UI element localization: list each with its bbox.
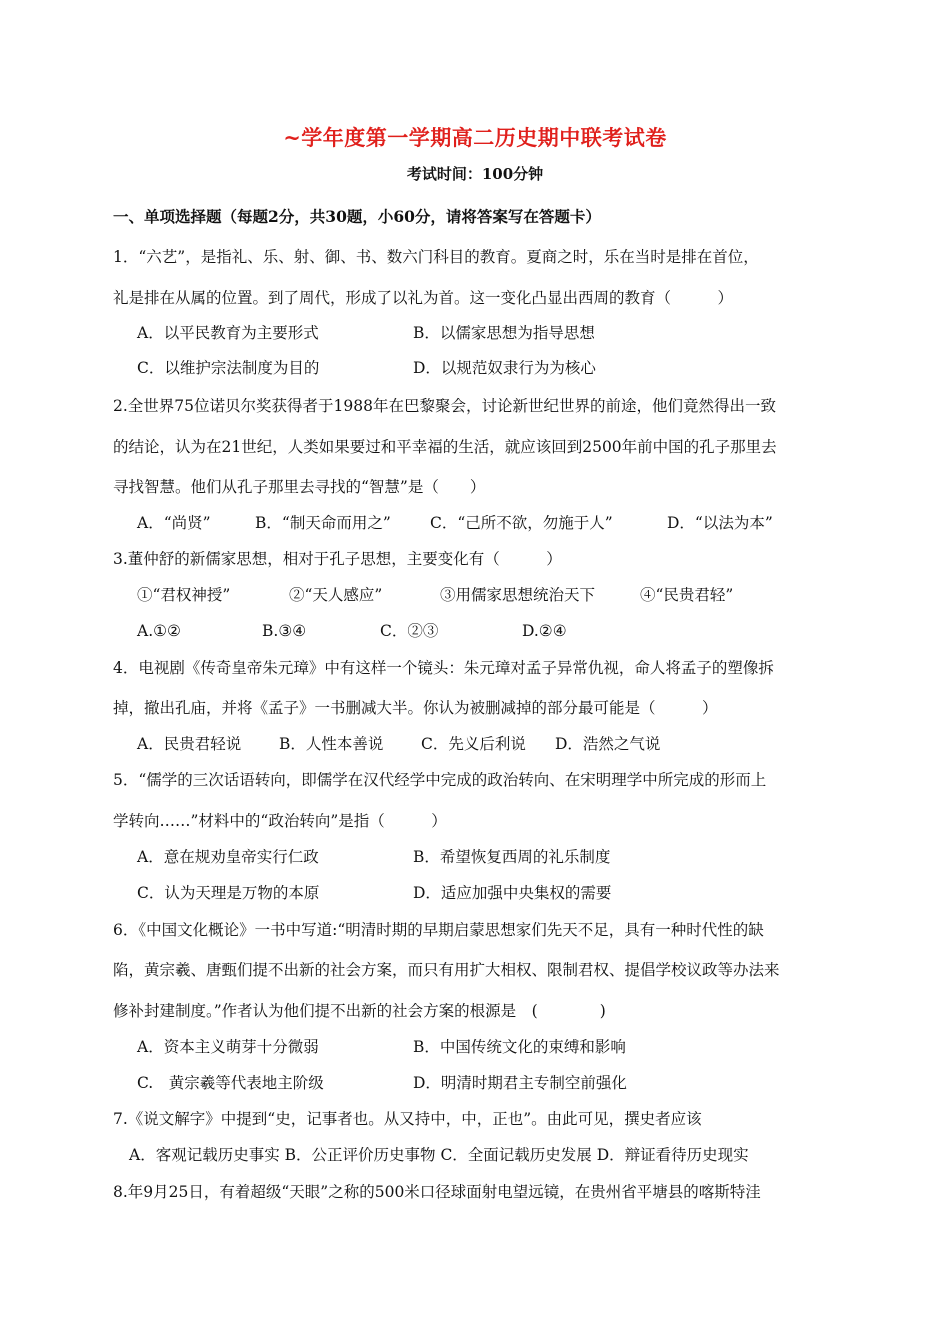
question-2-option-d: D．“以法为本” <box>667 514 773 532</box>
question-4-option-d: D．浩然之气说 <box>555 735 661 753</box>
question-5-line-1: 5．“儒学的三次话语转向，即儒学在汉代经学中完成的政治转向、在宋明理学中所完成的形而上 <box>113 771 767 789</box>
question-5-option-c: C．认为天理是万物的本原 <box>137 884 320 902</box>
question-6-line-3: 修补封建制度。”作者认为他们提不出新的社会方案的根源是 ( ) <box>113 1002 606 1020</box>
question-4-option-a: A．民贵君轻说 <box>137 735 242 753</box>
question-4-line-1: 4．电视剧《传奇皇帝朱元璋》中有这样一个镜头：朱元璋对孟子异常仇视，命人将孟子的塑像拆 <box>113 659 774 677</box>
question-6-option-d: D．明清时期君主专制空前强化 <box>413 1074 627 1092</box>
question-1-line-1: 1．“六艺”，是指礼、乐、射、御、书、数六门科目的教育。夏商之时，乐在当时是排在首位， <box>113 248 759 266</box>
question-1-option-d: D．以规范奴隶行为为核心 <box>413 359 596 377</box>
question-8-line-1: 8.年9月25日，有着超级“天眼”之称的500米口径球面射电望远镜，在贵州省平塘县的喀斯特洼 <box>113 1183 761 1201</box>
question-5-option-a: A．意在规劝皇帝实行仁政 <box>137 848 319 866</box>
question-3-item-3: ③用儒家思想统治天下 <box>440 586 596 604</box>
question-6-option-c: C. 黄宗羲等代表地主阶级 <box>137 1074 324 1092</box>
question-4-option-b: B．人性本善说 <box>279 735 384 753</box>
question-6-option-b: B．中国传统文化的束缚和影响 <box>413 1038 626 1056</box>
question-2-option-a: A．“尚贤” <box>137 514 211 532</box>
question-4-line-2: 掉，撤出孔庙，并将《孟子》一书删减大半。你认为被删减掉的部分最可能是（ ） <box>113 699 718 717</box>
question-1-option-a: A．以平民教育为主要形式 <box>137 324 319 342</box>
question-2-option-b: B．“制天命而用之” <box>255 514 391 532</box>
question-3-item-4: ④“民贵君轻” <box>640 586 734 604</box>
question-5-line-2: 学转向……”材料中的“政治转向”是指（ ） <box>113 812 447 830</box>
question-3-option-c: C．②③ <box>380 622 439 640</box>
question-3-option-b: B.③④ <box>262 622 307 640</box>
question-1-option-c: C．以维护宗法制度为目的 <box>137 359 320 377</box>
question-3-option-d: D.②④ <box>522 622 567 640</box>
question-6-option-a: A．资本主义萌芽十分微弱 <box>137 1038 319 1056</box>
question-3-item-2: ②“天人感应” <box>289 586 383 604</box>
question-1-line-2: 礼是排在从属的位置。到了周代，形成了以礼为首。这一变化凸显出西周的教育（ ） <box>113 289 734 307</box>
question-3-option-a: A.①② <box>137 622 181 640</box>
exam-time: 考试时间：100分钟 <box>406 165 544 183</box>
question-7-line-1: 7.《说文解字》中提到“史，记事者也。从又持中，中，正也”。由此可见，撰史者应该 <box>113 1110 702 1128</box>
exam-title: ~学年度第一学期高二历史期中联考试卷 <box>283 125 667 150</box>
question-2-line-3: 寻找智慧。他们从孔子那里去寻找的“智慧”是（ ） <box>113 478 486 496</box>
question-4-option-c: C．先义后利说 <box>421 735 526 753</box>
question-6-line-2: 陷，黄宗羲、唐甄们提不出新的社会方案，而只有用扩大相权、限制君权、提倡学校议政等办法来 <box>113 961 780 979</box>
question-2-option-c: C．“己所不欲，勿施于人” <box>430 514 613 532</box>
question-6-line-1: 6．《中国文化概论》一书中写道:“明清时期的早期启蒙思想家们先天不足，具有一种时代性的缺 <box>113 921 764 939</box>
question-5-option-b: B．希望恢复西周的礼乐制度 <box>413 848 611 866</box>
question-5-option-d: D．适应加强中央集权的需要 <box>413 884 612 902</box>
question-3-line-1: 3.董仲舒的新儒家思想，相对于孔子思想，主要变化有（ ） <box>113 550 562 568</box>
section-heading: 一、单项选择题（每题2分，共30题，小60分，请将答案写在答题卡） <box>113 207 601 226</box>
question-1-option-b: B．以儒家思想为指导思想 <box>413 324 595 342</box>
question-7-options: A．客观记载历史事实 B．公正评价历史事物 C．全面记载历史发展 D．辩证看待历史现实 <box>129 1146 749 1164</box>
question-2-line-1: 2.全世界75位诺贝尔奖获得者于1988年在巴黎聚会，讨论新世纪世界的前途，他们竟然得出一致 <box>113 397 776 415</box>
question-3-item-1: ①“君权神授” <box>137 586 231 604</box>
question-2-line-2: 的结论，认为在21世纪，人类如果要过和平幸福的生活，就应该回到2500年前中国的孔子那里去 <box>113 438 777 456</box>
